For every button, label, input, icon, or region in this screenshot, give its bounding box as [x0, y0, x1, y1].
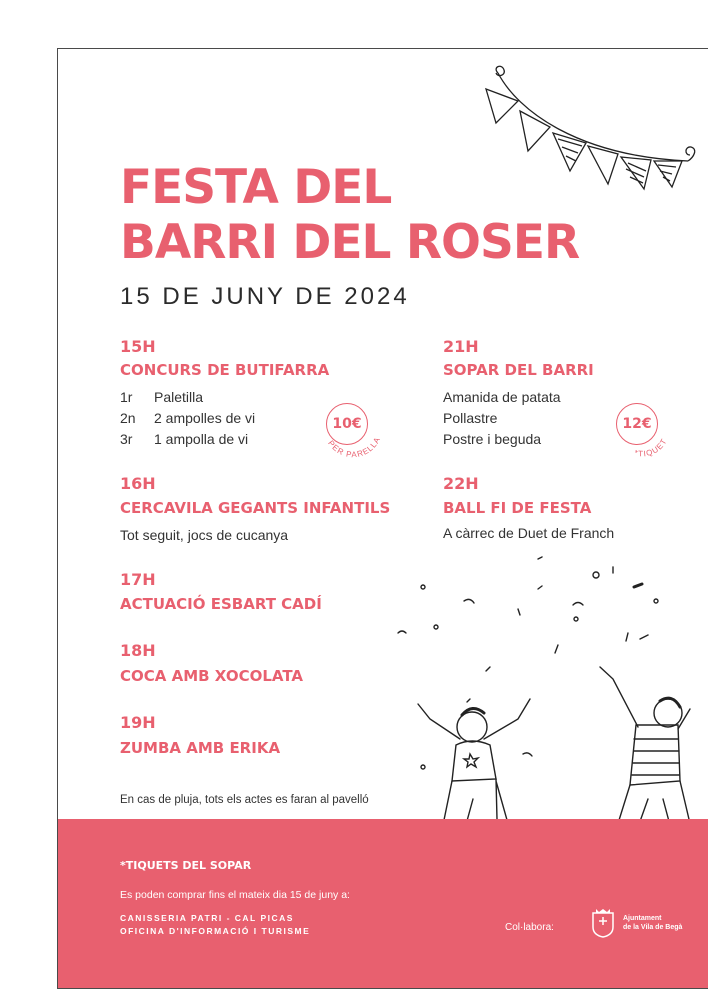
prize-row: 2n 2 ampolles de vi: [120, 410, 256, 426]
prize-row: 1r Paletilla: [120, 389, 204, 405]
price-badge-sopar: 12€: [616, 403, 658, 445]
event-name-butifarra: CONCURS DE BUTIFARRA: [120, 361, 330, 379]
event-name-ball: BALL FI DE FESTA: [443, 499, 592, 517]
event-name-esbart: ACTUACIÓ ESBART CADÍ: [120, 595, 322, 613]
event-time-16h: 16H: [120, 474, 156, 493]
ajuntament-line-2: de la Vila de Begà: [623, 924, 683, 931]
menu-item: Amanida de patata: [443, 389, 561, 405]
event-time-17h: 17H: [120, 570, 156, 589]
coat-of-arms-icon: [590, 907, 616, 939]
svg-text:*TIQUET: *TIQUET: [633, 436, 669, 459]
prize-row: 3r 1 ampolla de vi: [120, 431, 249, 447]
tickets-heading: *TIQUETS DEL SOPAR: [120, 859, 252, 872]
ticket-place: OFICINA D'INFORMACIÓ I TURISME: [120, 926, 311, 936]
tickets-band: [58, 819, 708, 988]
event-name-sopar: SOPAR DEL BARRI: [443, 361, 594, 379]
svg-text:PER PARELLA: PER PARELLA: [326, 435, 383, 460]
event-name-zumba: ZUMBA AMB ERIKA: [120, 739, 281, 757]
title-line-1: FESTA DEL: [120, 160, 392, 215]
bunting-illustration: [458, 61, 698, 221]
menu-item: Postre i beguda: [443, 431, 542, 447]
ticket-place: CANISSERIA PATRI - CAL PICAS: [120, 913, 294, 923]
event-detail-cercavila: Tot seguit, jocs de cucanya: [120, 527, 289, 543]
ajuntament-line-1: Ajuntament: [623, 915, 662, 922]
event-name-cercavila: CERCAVILA GEGANTS INFANTILS: [120, 499, 391, 517]
price-badge-butifarra: 10€: [326, 403, 368, 445]
event-date: 15 DE JUNY DE 2024: [120, 283, 410, 310]
event-detail-ball: A càrrec de Duet de Franch: [443, 525, 615, 541]
event-name-coca: COCA AMB XOCOLATA: [120, 667, 304, 685]
event-time-22h: 22H: [443, 474, 479, 493]
tickets-info: Es poden comprar fins el mateix dia 15 de juny a:: [120, 889, 350, 901]
event-time-19h: 19H: [120, 713, 156, 732]
poster: [57, 48, 708, 989]
rain-note: En cas de pluja, tots els actes es faran al pavelló: [120, 794, 369, 806]
title-line-2: BARRI DEL ROSER: [120, 215, 580, 270]
collab-label: Col·labora:: [505, 922, 554, 933]
menu-item: Pollastre: [443, 410, 498, 426]
event-time-15h: 15H: [120, 337, 156, 356]
badge-caption-per-parella: [316, 393, 386, 463]
badge-caption-tiquet: [606, 393, 676, 463]
event-time-21h: 21H: [443, 337, 479, 356]
event-time-18h: 18H: [120, 641, 156, 660]
